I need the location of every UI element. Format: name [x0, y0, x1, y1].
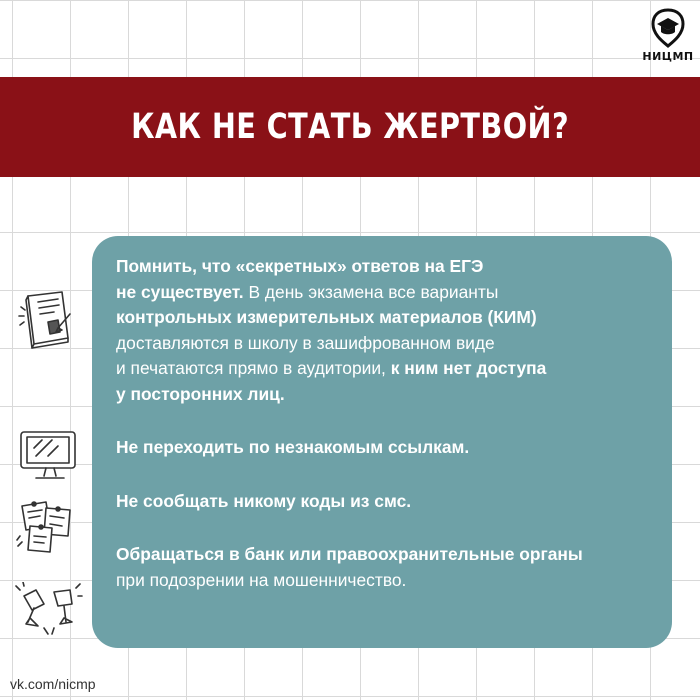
tips-card — [92, 236, 672, 648]
logo-text: НИЦМП — [642, 50, 694, 63]
tip-sms-codes — [116, 489, 652, 515]
tip-text: Обращаться в банк или правоохранительные органы — [116, 544, 583, 564]
tip-line — [116, 356, 652, 382]
tip-text: у посторонних лиц. — [116, 383, 285, 404]
book-doodle-icon — [18, 288, 76, 352]
tip-text: Помнить, что «секретных» ответов на ЕГЭ — [116, 256, 484, 276]
tip-text: к ним нет доступа — [390, 358, 547, 378]
graduation-cap-shield-icon — [650, 8, 686, 48]
tip-text: и печатаются прямо в аудитории, — [116, 358, 391, 378]
footer-link[interactable]: vk.com/nicmp — [10, 676, 96, 692]
monitor-doodle-icon — [18, 428, 80, 482]
tip-text: контрольных измерительных материалов (КИМ) — [116, 307, 537, 327]
tip-ege-secret-answers — [116, 254, 652, 407]
tip-text: Не переходить по незнакомым ссылкам. — [116, 437, 470, 457]
tip-text: при подозрении на мошенничество. — [116, 569, 407, 590]
tip-contact-bank — [116, 542, 652, 593]
sticky-notes-doodle-icon — [16, 496, 80, 556]
tip-unknown-links — [116, 435, 652, 461]
tip-text: Не сообщать никому коды из смс. — [116, 490, 412, 511]
page-title: КАК НЕ СТАТЬ ЖЕРТВОЙ? — [131, 107, 569, 147]
tip-text: не существует. — [116, 281, 244, 302]
tip-text: доставляются в школу в зашифрованном виде — [116, 332, 495, 353]
pushpins-doodle-icon — [14, 582, 84, 642]
tip-text: В день экзамена все варианты — [243, 281, 499, 302]
title-banner — [0, 77, 700, 177]
logo — [640, 8, 696, 70]
tip-line — [116, 280, 652, 306]
